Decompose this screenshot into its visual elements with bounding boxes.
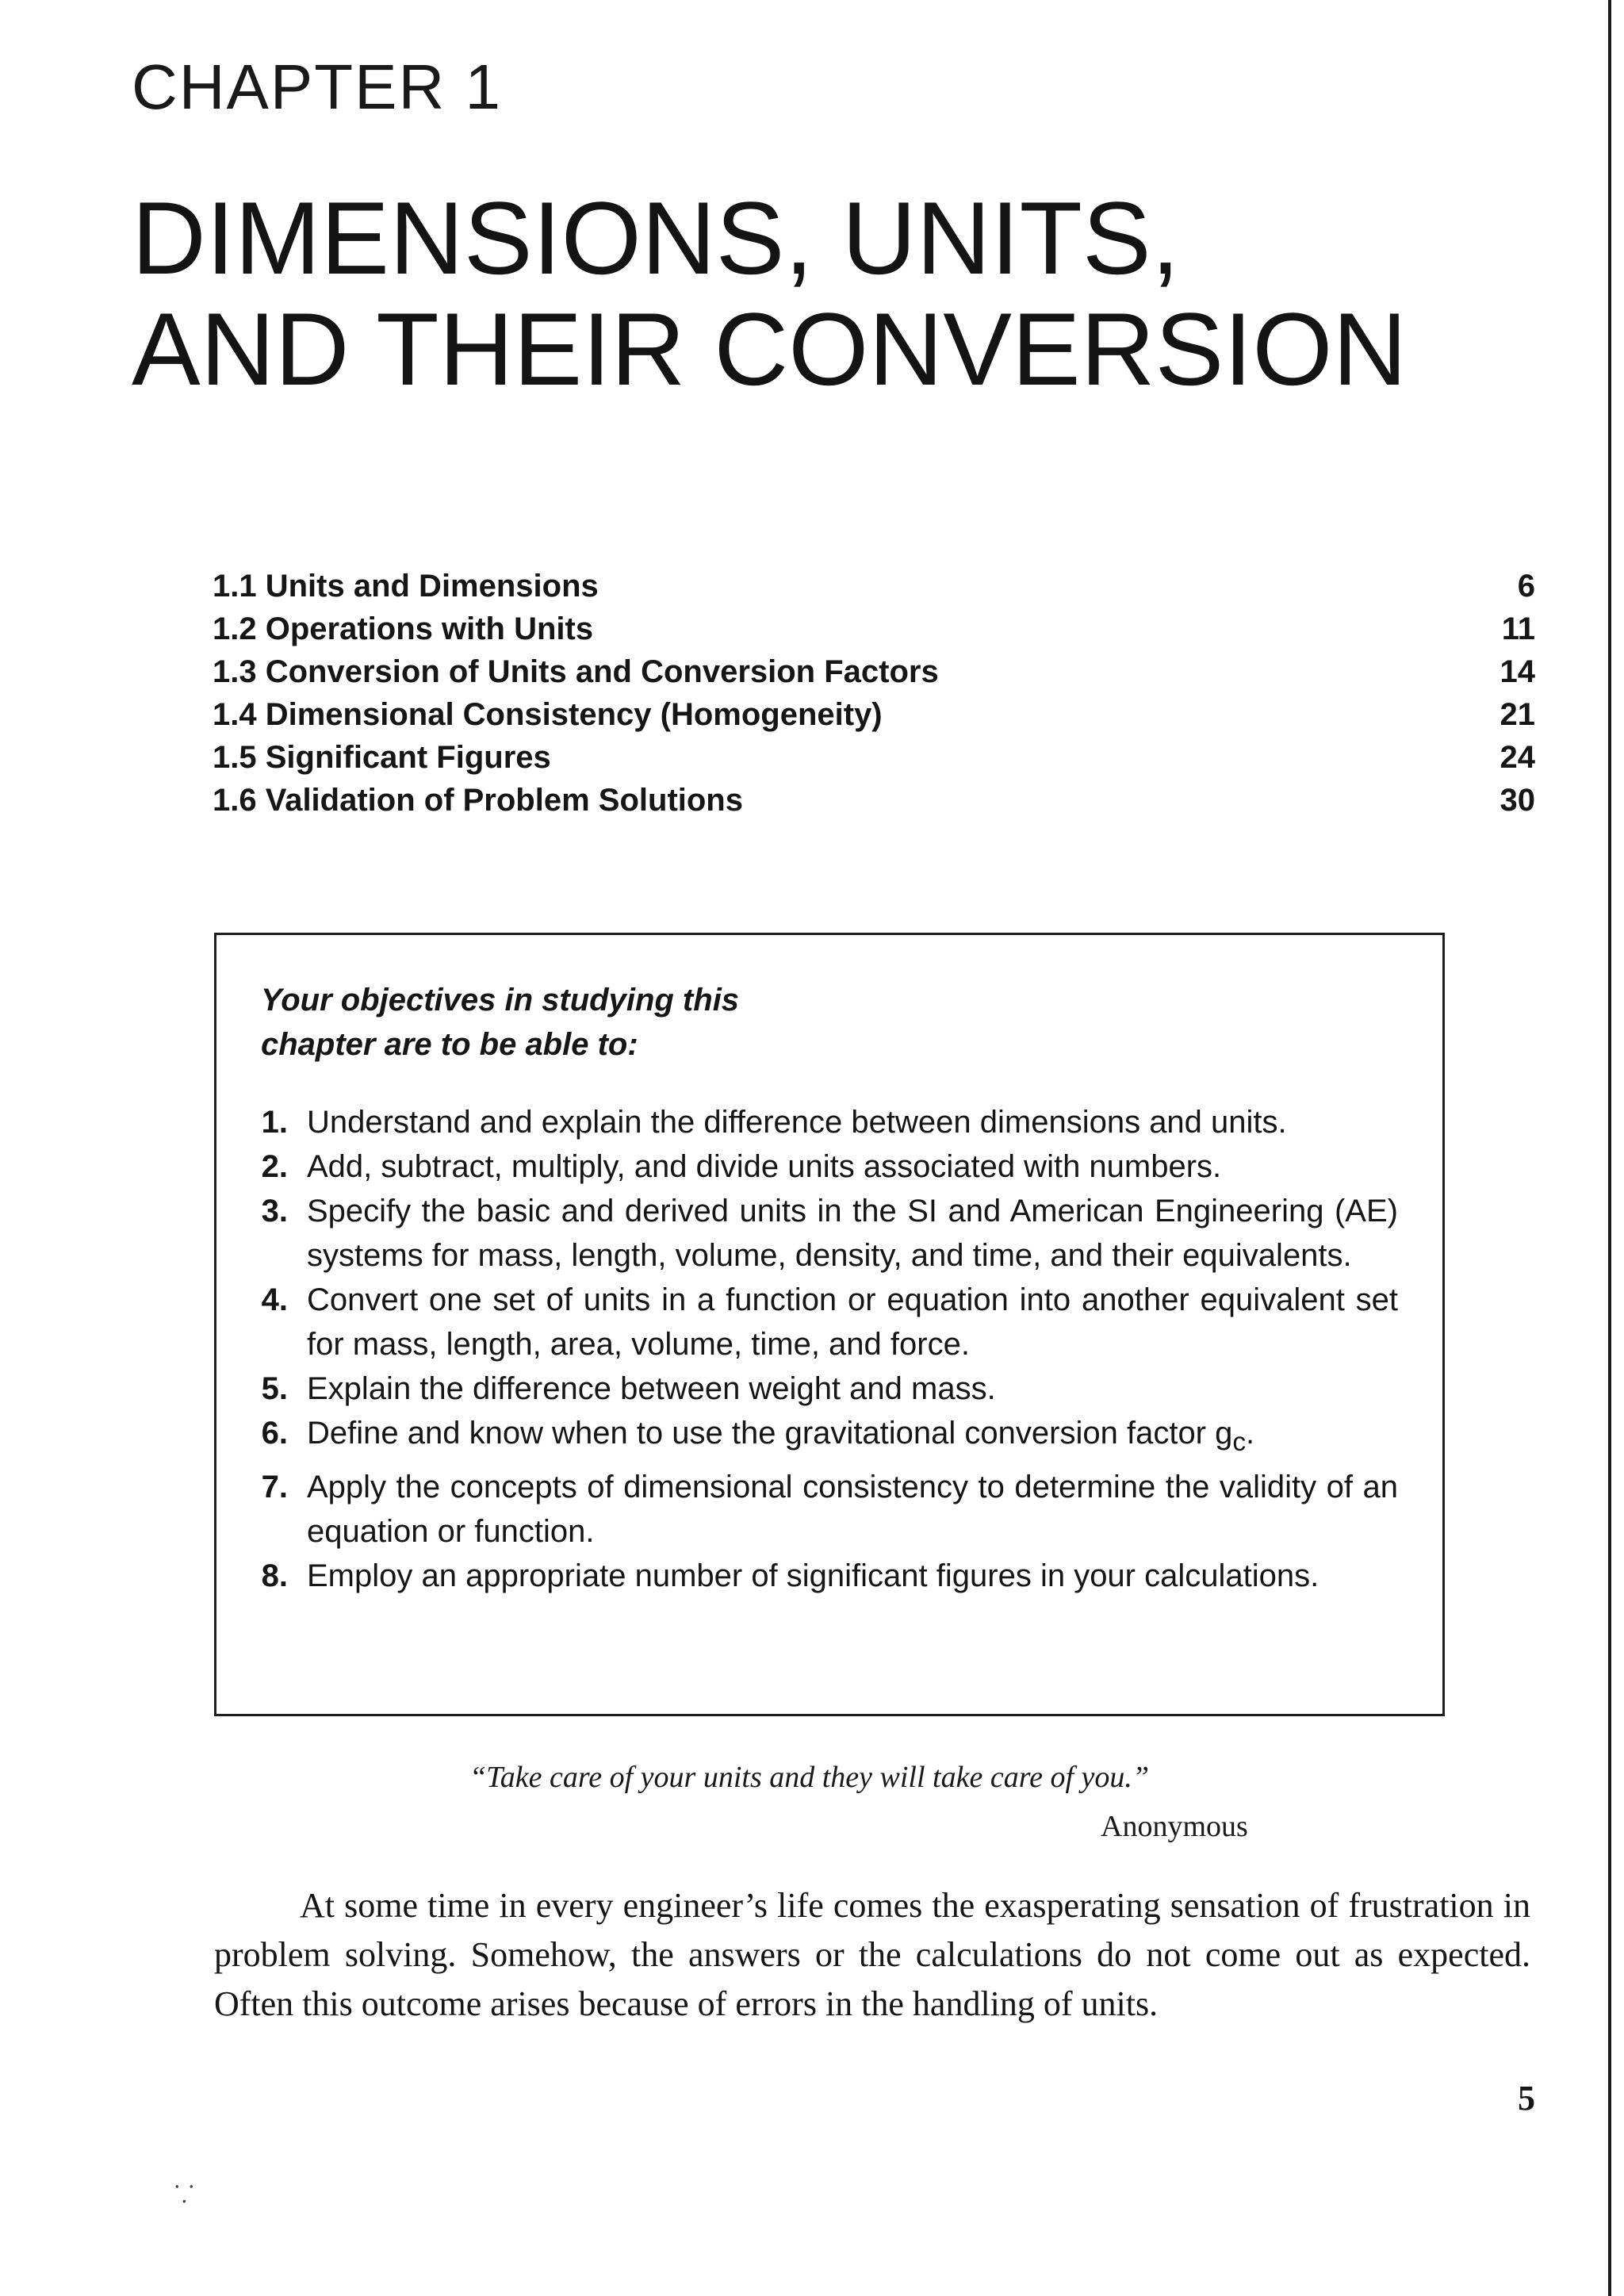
chapter-label: CHAPTER 1 <box>132 52 502 122</box>
objective-item <box>256 1465 1398 1554</box>
toc-entry-label: 1.5 Significant Figures <box>213 740 551 775</box>
objective-item <box>256 1100 1398 1144</box>
objective-number: 5. <box>261 1371 288 1406</box>
chapter-title-line-2: AND THEIR CONVERSION <box>132 291 1408 407</box>
toc-entry <box>213 693 1535 736</box>
toc-entry-label: 1.2 Operations with Units <box>213 611 594 646</box>
objectives-intro-line-1: Your objectives in studying this <box>261 983 740 1018</box>
toc-entry <box>213 736 1535 779</box>
objective-text: Apply the concepts of dimensional consistency to determine the validity of an equation or function. <box>307 1470 1398 1549</box>
table-of-contents <box>213 565 1535 822</box>
toc-entry-label: 1.6 Validation of Problem Solutions <box>213 783 743 818</box>
objective-text: Add, subtract, multiply, and divide units associated with numbers. <box>307 1149 1222 1184</box>
toc-entry-page: 11 <box>1501 611 1535 646</box>
objective-item <box>256 1411 1398 1465</box>
toc-entry <box>213 650 1535 693</box>
chapter-title <box>132 180 1408 407</box>
objective-number: 6. <box>261 1416 288 1451</box>
objective-number: 8. <box>261 1558 288 1593</box>
objective-text-tail: . <box>1246 1416 1255 1451</box>
toc-entry <box>213 565 1535 608</box>
objective-number: 3. <box>261 1194 288 1228</box>
toc-entry-label: 1.3 Conversion of Units and Conversion Factors <box>213 654 939 689</box>
objective-number: 7. <box>261 1470 288 1504</box>
page-edge-rule <box>1608 0 1611 2296</box>
scan-speck-icon: ⸪ <box>174 2181 194 2209</box>
toc-entry <box>213 779 1535 822</box>
objective-number: 4. <box>261 1282 288 1317</box>
objective-number: 1. <box>261 1105 288 1140</box>
objective-item <box>256 1554 1398 1598</box>
body-paragraph: At some time in every engineer’s life comes the exasperating sensation of frustration in problem solving. Somehow, the answers or the calculations do not come out as expected. Often this outcome arises because of errors in the handling of units. <box>214 1886 1530 2023</box>
objectives-box <box>214 933 1445 1716</box>
objectives-intro <box>261 978 975 1067</box>
toc-entry-label: 1.1 Units and Dimensions <box>213 569 599 604</box>
objective-text: Specify the basic and derived units in the SI and American Engineering (AE) systems for mass, length, volume, density, and time, and their equivalents. <box>307 1194 1398 1273</box>
objective-item <box>256 1366 1398 1411</box>
objectives-list <box>256 1100 1398 1598</box>
toc-entry-page: 6 <box>1517 569 1535 604</box>
toc-entry-page: 24 <box>1500 740 1535 775</box>
toc-entry-page: 14 <box>1500 654 1535 689</box>
chapter-title-line-1: DIMENSIONS, UNITS, <box>132 180 1180 296</box>
objective-item <box>256 1278 1398 1366</box>
objective-text: Understand and explain the difference between dimensions and units. <box>307 1105 1287 1140</box>
toc-entry-label: 1.4 Dimensional Consistency (Homogeneity) <box>213 697 883 732</box>
page-number: 5 <box>1518 2079 1535 2118</box>
epigraph-quote: “Take care of your units and they will take care of you.” <box>469 1761 1150 1794</box>
objectives-intro-line-2: chapter are to be able to: <box>261 1027 638 1062</box>
objective-text: Employ an appropriate number of significant figures in your calculations. <box>307 1558 1320 1593</box>
toc-entry-page: 30 <box>1500 783 1535 818</box>
objective-text: Explain the difference between weight and mass. <box>307 1371 996 1406</box>
toc-entry <box>213 608 1535 650</box>
gc-subscript: c <box>1232 1428 1247 1457</box>
objective-number: 2. <box>261 1149 288 1184</box>
objective-item <box>256 1189 1398 1278</box>
objective-text: Convert one set of units in a function or equation into another equivalent set for mass, length, area, volume, time, and force. <box>307 1282 1398 1362</box>
toc-entry-page: 21 <box>1500 697 1535 732</box>
objective-item <box>256 1144 1398 1189</box>
epigraph-attribution: Anonymous <box>1101 1810 1248 1843</box>
objective-text: Define and know when to use the gravitational conversion factor g <box>307 1416 1233 1451</box>
